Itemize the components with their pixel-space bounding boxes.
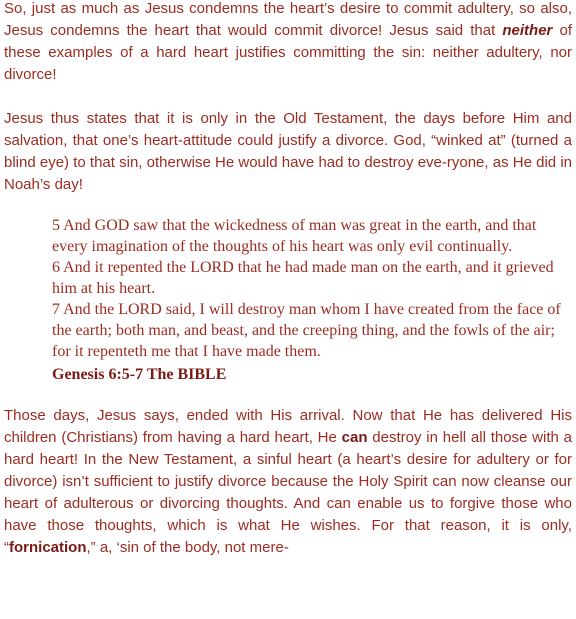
paragraph-1 xyxy=(0,0,576,86)
emphasis-neither: neither xyxy=(502,22,553,39)
verse-5: 5 And GOD saw that the wickedness of man was great in the earth, and that every imagination of the thoughts of his heart was only evil continually. xyxy=(52,217,537,255)
paragraph-1-text-a: So, just as much as Jesus condemns the heart’s desire to commit adultery, so also, Jesus condemns the heart that would commit divorce! Jesus said that xyxy=(4,0,572,39)
verse-7: 7 And the LORD said, I will destroy man whom I have created from the face of the earth; both man, and beast, and the creeping thing, and the fowls of the air; for it repenteth me that I have made them. xyxy=(52,301,561,360)
paragraph-3 xyxy=(0,405,576,559)
paragraph-3-text-a: Those days, Jesus says, ended with His arrival. Now that He has delivered His children (Christians) from having a hard heart, He xyxy=(4,407,572,446)
paragraph-3-text-c: ,” a, ‘sin of the body, not mere- xyxy=(86,539,289,556)
scripture-quote xyxy=(52,215,572,385)
paragraph-3-text-b: destroy in hell all those with a hard heart! In the New Testament, a sinful heart (a heart’s desire for adultery or for divorce) isn’t sufficient to justify divorce because the Holy Spirit can now cleanse our heart of adulterous or divorcing thoughts. And can enable us to forgive those who have those thoughts, which is what He wishes. For that reason, it is only, “ xyxy=(4,429,572,556)
bold-can: can xyxy=(341,429,368,446)
scripture-citation: Genesis 6:5-7 The BIBLE xyxy=(52,366,227,383)
paragraph-1-text-b: of these examples of a hard heart justifies committing the sin: neither adultery, nor divorce! xyxy=(4,22,573,83)
bold-fornication: fornication xyxy=(9,539,87,556)
paragraph-2: Jesus thus states that it is only in the Old Testament, the days before Him and salvation, that one’s heart-attitude could justify a divorce. God, “winked at” (turned a blind eye) to that sin, otherwise He would have had to destroy eve-ryone, as He did in Noah’s day! xyxy=(4,110,572,193)
verse-6: 6 And it repented the LORD that he had made man on the earth, and it grieved him at his heart. xyxy=(52,259,554,297)
